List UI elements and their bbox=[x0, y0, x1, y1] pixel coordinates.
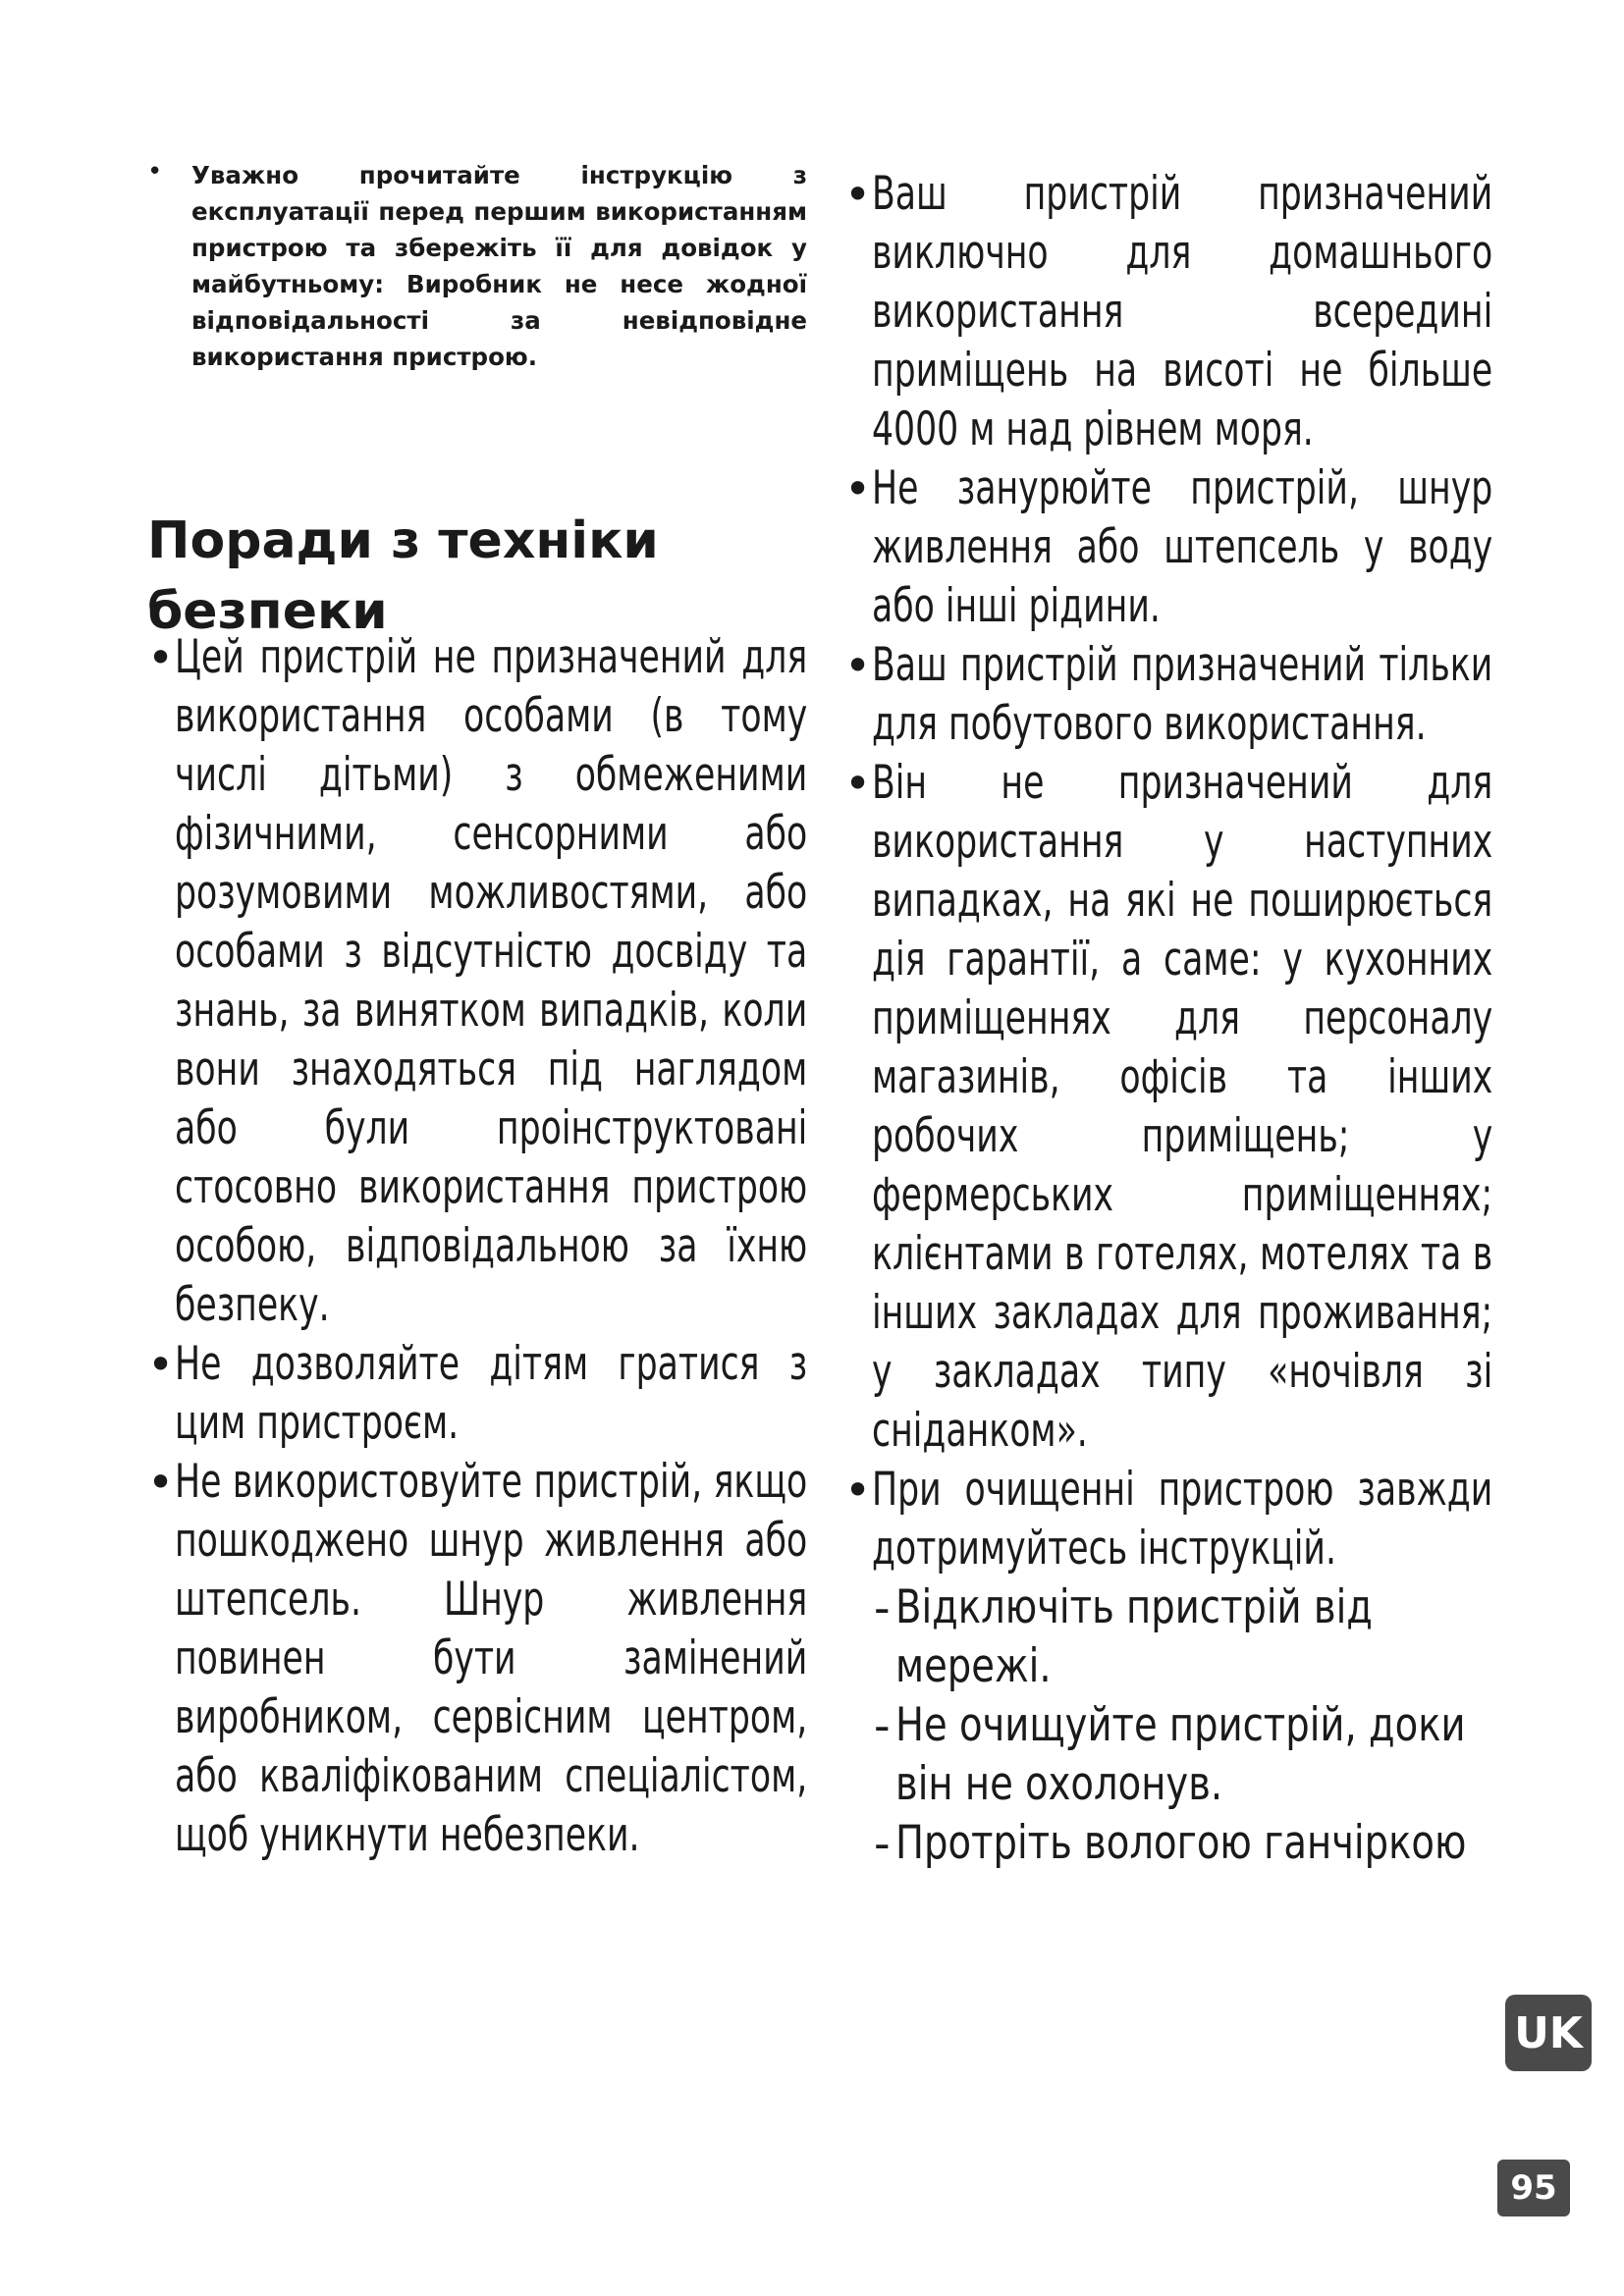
bullet-icon: • bbox=[147, 1456, 175, 1509]
bullet-icon: • bbox=[844, 462, 872, 515]
list-item bbox=[844, 165, 1492, 459]
section-heading-line-1: Поради з техніки bbox=[147, 510, 659, 570]
bullet-icon: • bbox=[844, 1464, 872, 1517]
sub-list-item-text: Протріть вологою ганчіркою bbox=[895, 1816, 1467, 1870]
bullet-icon: • bbox=[147, 631, 175, 684]
bullet-icon: • bbox=[844, 168, 872, 221]
language-badge: UK bbox=[1505, 1995, 1592, 2071]
bullet-icon: • bbox=[147, 1338, 175, 1391]
list-item-text: Цей пристрій не призначений для використання особами (в тому числі дітьми) з обмеженими фізичними, сенсорними або розумовими можливостями, або особами з відсутністю досвіду та знань, за винятком випадків, коли вони знаходяться під наглядом або були проінструктовані стосовно використання пристрою особою, відповідальною за їхню безпеку. bbox=[175, 630, 808, 1332]
list-item-text: Не дозволяйте дітям гратися з цим пристроєм. bbox=[175, 1337, 808, 1450]
intro-text: Уважно прочитайте інструкцію з експлуатації перед першим використанням пристрою та збережіть її для довідок у майбутньому: Виробник не несе жодної відповідальності за невідповідне використання пристрою. bbox=[191, 161, 807, 371]
sub-list-item bbox=[844, 1696, 1492, 1814]
dash-icon: - bbox=[874, 1817, 891, 1870]
dash-icon: - bbox=[874, 1699, 891, 1752]
list-item bbox=[844, 636, 1492, 754]
sub-list-item bbox=[844, 1814, 1492, 1873]
list-item bbox=[844, 754, 1492, 1461]
list-item bbox=[147, 1335, 807, 1453]
list-item-text: Ваш пристрій призначений виключно для домашнього використання всередині приміщень на висоті не більше 4000 м над рівнем моря. bbox=[872, 167, 1493, 456]
sub-list-item-text: Не очищуйте пристрій, доки він не охолонув. bbox=[895, 1698, 1466, 1811]
section-heading bbox=[147, 506, 807, 647]
list-item-text: Не занурюйте пристрій, шнур живлення або штепсель у воду або інші рідини. bbox=[872, 461, 1493, 633]
intro-paragraph bbox=[147, 157, 807, 375]
list-item-text: При очищенні пристрою завжди дотримуйтесь інструкцій. bbox=[872, 1463, 1493, 1575]
bullet-icon: • bbox=[147, 157, 163, 187]
bullet-icon: • bbox=[844, 639, 872, 692]
sub-list-item-text: Відключіть пристрій від мережі. bbox=[895, 1580, 1373, 1693]
page-number: 95 bbox=[1497, 2160, 1570, 2216]
list-item bbox=[844, 459, 1492, 636]
list-item-text: Він не призначений для використання у наступних випадках, на які не поширюється дія гарантії, а саме: у кухонних приміщеннях для персоналу магазинів, офісів та інших робочих приміщень; у фермерських приміщеннях; клієнтами в готелях, мотелях та в інших закладах для проживання; у закладах типу «ночівля зі сніданком». bbox=[872, 756, 1493, 1458]
list-item-text: Ваш пристрій призначений тільки для побутового використання. bbox=[872, 638, 1493, 751]
list-item bbox=[844, 1461, 1492, 1578]
list-item bbox=[147, 628, 807, 1335]
list-item bbox=[147, 1453, 807, 1865]
left-safety-list bbox=[147, 628, 807, 1865]
sub-list-item bbox=[844, 1578, 1492, 1696]
dash-icon: - bbox=[874, 1581, 891, 1634]
list-item-text: Не використовуйте пристрій, якщо пошкоджено шнур живлення або штепсель. Шнур живлення повинен бути замінений виробником, сервісним центром, або кваліфікованим спеціалістом, щоб уникнути небезпеки. bbox=[175, 1455, 808, 1862]
section-heading-line-2: безпеки bbox=[147, 581, 388, 641]
bullet-icon: • bbox=[844, 757, 872, 810]
right-safety-list bbox=[844, 165, 1492, 1873]
